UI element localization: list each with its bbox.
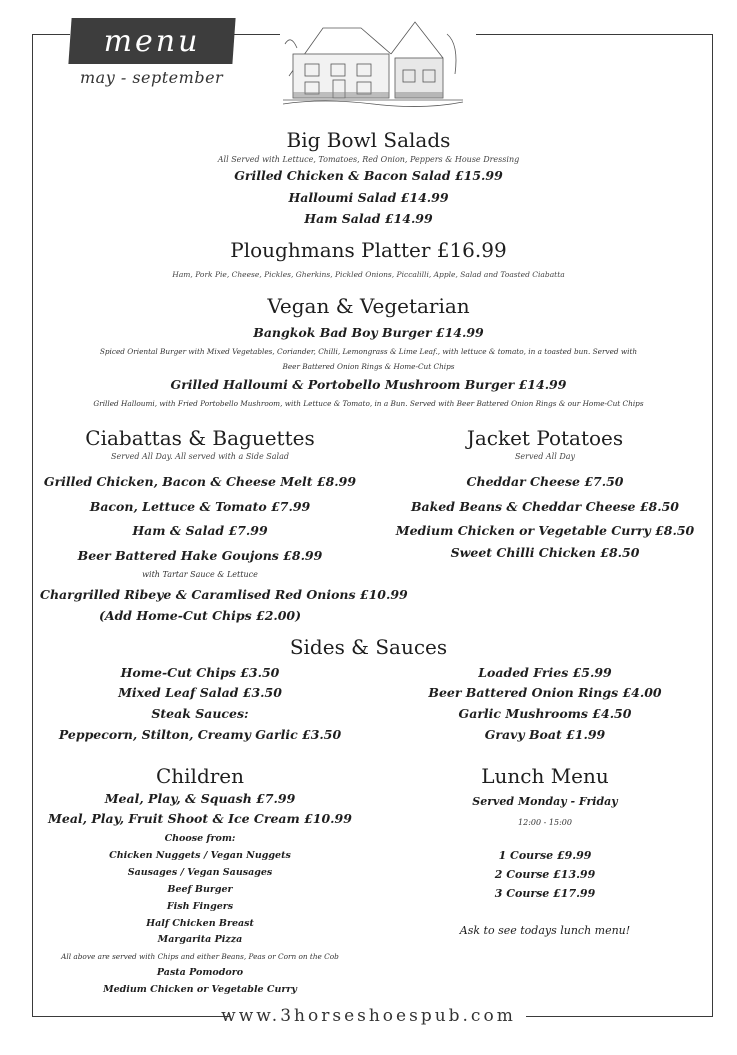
jacket-item: Cheddar Cheese £7.50 bbox=[466, 474, 624, 489]
salad-item: Grilled Chicken & Bacon Salad £15.99 bbox=[234, 168, 503, 183]
children-extra: Pasta Pomodoro bbox=[156, 967, 244, 978]
ribeye-item: Chargrilled Ribeye & Caramlised Red Onions £10.99 bbox=[40, 587, 408, 602]
children-option: Chicken Nuggets / Vegan Nuggets bbox=[109, 850, 291, 861]
side-item: Peppecorn, Stilton, Creamy Garlic £3.50 bbox=[58, 727, 342, 742]
lunch-course: 3 Course £17.99 bbox=[494, 887, 596, 900]
jacket-item: Sweet Chilli Chicken £8.50 bbox=[450, 545, 640, 560]
vegan-item-1-desc: Spiced Oriental Burger with Mixed Vegetables, Coriander, Chilli, Lemongrass & Lime Leaf., with lettuce & tomato, in a toasted bun. Served with bbox=[99, 347, 638, 356]
jacket-item: Medium Chicken or Vegetable Curry £8.50 bbox=[395, 523, 695, 538]
children-option: Fish Fingers bbox=[166, 901, 234, 912]
jacket-item: Baked Beans & Cheddar Cheese £8.50 bbox=[410, 499, 680, 514]
vegan-item-1: Bangkok Bad Boy Burger £14.99 bbox=[253, 325, 484, 340]
children-title: Children bbox=[155, 764, 245, 788]
frame-top-right bbox=[476, 34, 713, 35]
children-option: Sausages / Vegan Sausages bbox=[127, 867, 273, 878]
side-item: Gravy Boat £1.99 bbox=[484, 727, 606, 742]
lunch-time: 12:00 - 15:00 bbox=[518, 818, 572, 827]
ciabatta-item: Bacon, Lettuce & Tomato £7.99 bbox=[89, 499, 311, 514]
lunch-course: 1 Course £9.99 bbox=[498, 849, 592, 862]
side-item: Garlic Mushrooms £4.50 bbox=[458, 706, 632, 721]
vegan-item-1-desc-2: Beer Battered Onion Rings & Home-Cut Chips bbox=[282, 362, 455, 371]
hake-note: with Tartar Sauce & Lettuce bbox=[142, 570, 258, 579]
chips-addon: (Add Home-Cut Chips £2.00) bbox=[98, 608, 302, 623]
ciabattas-title: Ciabattas & Baguettes bbox=[85, 426, 315, 450]
jackets-title: Jacket Potatoes bbox=[466, 426, 624, 450]
lunch-title: Lunch Menu bbox=[481, 764, 609, 788]
ploughmans-title: Ploughmans Platter £16.99 bbox=[230, 238, 507, 262]
website-url[interactable]: www.3horseshoespub.com bbox=[221, 1006, 516, 1026]
side-item: Home-Cut Chips £3.50 bbox=[120, 665, 280, 680]
children-option: Half Chicken Breast bbox=[146, 918, 254, 929]
children-item: Meal, Play, Fruit Shoot & Ice Cream £10.99 bbox=[48, 811, 352, 826]
salads-title: Big Bowl Salads bbox=[286, 128, 451, 152]
children-extra: Medium Chicken or Vegetable Curry bbox=[103, 984, 297, 995]
side-item: Steak Sauces: bbox=[151, 706, 249, 721]
vegan-item-2-desc: Grilled Halloumi, with Fried Portobello Mushroom, with Lettuce & Tomato, in a Bun. Served with Beer Battered Onion Rings & our Home-Cut Chips bbox=[93, 399, 644, 408]
children-choose: Choose from: bbox=[164, 833, 236, 844]
vegan-title: Vegan & Vegetarian bbox=[267, 294, 470, 318]
jackets-subtitle: Served All Day bbox=[514, 452, 576, 461]
frame-top-left bbox=[32, 34, 70, 35]
lunch-note: Ask to see todays lunch menu! bbox=[459, 924, 631, 937]
brand-title: menu bbox=[103, 23, 201, 59]
salads-subtitle: All Served with Lettuce, Tomatoes, Red Onion, Peppers & House Dressing bbox=[217, 155, 520, 164]
ciabattas-subtitle: Served All Day. All served with a Side Salad bbox=[111, 452, 289, 461]
lunch-served: Served Monday - Friday bbox=[472, 795, 618, 808]
children-served-note: All above are served with Chips and either Beans, Peas or Corn on the Cob bbox=[61, 952, 339, 961]
side-item: Loaded Fries £5.99 bbox=[478, 665, 612, 680]
pub-sketch-illustration bbox=[283, 14, 463, 110]
season-label: may - september bbox=[80, 68, 224, 87]
frame-top-mid bbox=[234, 34, 280, 35]
vegan-item-2: Grilled Halloumi & Portobello Mushroom Burger £14.99 bbox=[170, 377, 567, 392]
lunch-course: 2 Course £13.99 bbox=[494, 868, 596, 881]
ciabatta-item: Ham & Salad £7.99 bbox=[132, 523, 268, 538]
children-option: Beef Burger bbox=[167, 884, 233, 895]
children-item: Meal, Play, & Squash £7.99 bbox=[104, 791, 296, 806]
side-item: Beer Battered Onion Rings £4.00 bbox=[428, 685, 662, 700]
sides-title: Sides & Sauces bbox=[289, 635, 448, 659]
children-option: Margarita Pizza bbox=[157, 934, 243, 945]
ciabatta-item: Grilled Chicken, Bacon & Cheese Melt £8.99 bbox=[43, 474, 357, 489]
salad-item: Halloumi Salad £14.99 bbox=[288, 190, 449, 205]
salad-item: Ham Salad £14.99 bbox=[304, 211, 433, 226]
ciabatta-item: Beer Battered Hake Goujons £8.99 bbox=[77, 548, 323, 563]
ploughmans-description: Ham, Pork Pie, Cheese, Pickles, Gherkins, Pickled Onions, Piccalilli, Apple, Salad and Toasted Ciabatta bbox=[172, 270, 565, 279]
side-item: Mixed Leaf Salad £3.50 bbox=[118, 685, 282, 700]
